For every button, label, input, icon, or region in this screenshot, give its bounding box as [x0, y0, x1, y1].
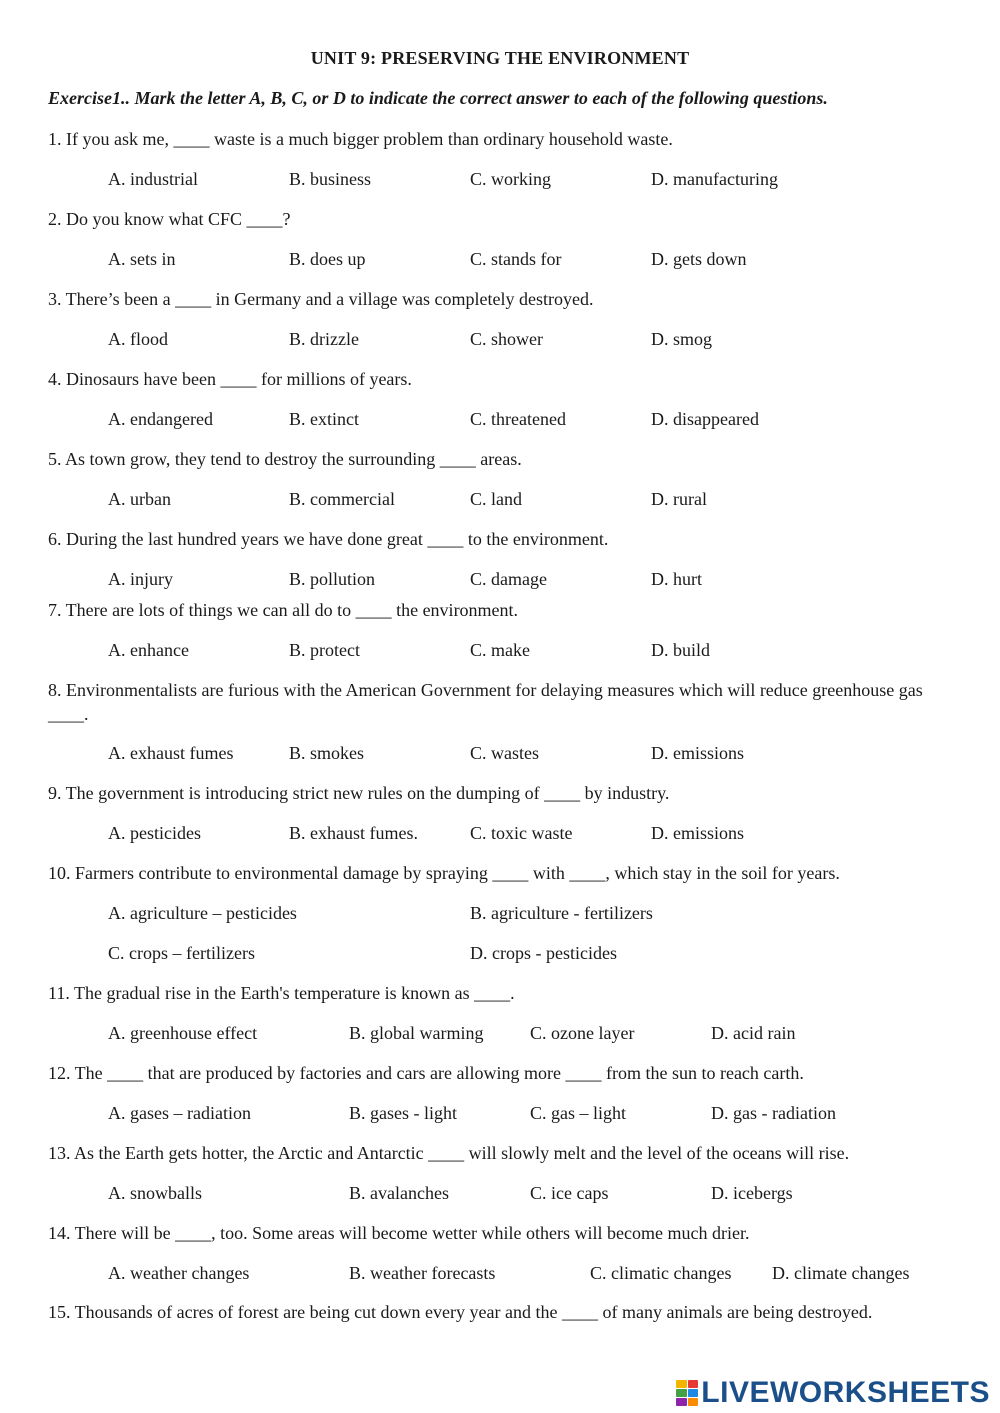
- option-b[interactable]: B. gases - light: [349, 1103, 457, 1123]
- option-c[interactable]: C. threatened: [470, 409, 566, 429]
- option-d[interactable]: D. emissions: [651, 823, 745, 843]
- question-text: 9. The government is introducing strict new rules on the dumping of ____ by industry.: [48, 783, 670, 803]
- option-c[interactable]: C. ice caps: [530, 1183, 609, 1203]
- question-text: 10. Farmers contribute to environmental damage by spraying ____ with ____, which stay in the soil for years.: [48, 863, 840, 883]
- question-text: 4. Dinosaurs have been ____ for millions of years.: [48, 369, 412, 389]
- logo-block: [676, 1398, 687, 1406]
- option-a[interactable]: A. urban: [108, 489, 171, 509]
- option-b[interactable]: B. extinct: [289, 409, 359, 429]
- option-c[interactable]: C. make: [470, 640, 530, 660]
- question-text: 15. Thousands of acres of forest are being cut down every year and the ____ of many animals are being destroyed.: [48, 1302, 873, 1322]
- question-text: 13. As the Earth gets hotter, the Arctic and Antarctic ____ will slowly melt and the level of the oceans will rise.: [48, 1143, 850, 1163]
- option-b[interactable]: B. pollution: [289, 569, 376, 589]
- option-c[interactable]: C. toxic waste: [470, 823, 573, 843]
- option-d[interactable]: D. gas - radiation: [711, 1103, 836, 1123]
- option-a[interactable]: A. greenhouse effect: [108, 1023, 258, 1043]
- option-a[interactable]: A. flood: [108, 329, 168, 349]
- option-d[interactable]: D. disappeared: [651, 409, 759, 429]
- option-b[interactable]: B. business: [289, 169, 372, 189]
- option-c[interactable]: C. stands for: [470, 249, 562, 269]
- option-d[interactable]: D. emissions: [651, 743, 745, 763]
- question-text: 6. During the last hundred years we have done great ____ to the environment.: [48, 529, 609, 549]
- option-a[interactable]: A. enhance: [108, 640, 189, 660]
- option-b[interactable]: B. protect: [289, 640, 360, 660]
- option-c[interactable]: C. ozone layer: [530, 1023, 635, 1043]
- question-text: 5. As town grow, they tend to destroy the surrounding ____ areas.: [48, 449, 522, 469]
- liveworksheets-logo: [676, 1375, 990, 1411]
- option-c[interactable]: C. damage: [470, 569, 547, 589]
- option-d[interactable]: D. icebergs: [711, 1183, 793, 1203]
- exercise-instruction: Exercise1.. Mark the letter A, B, C, or D to indicate the correct answer to each of the following questions.: [48, 88, 828, 108]
- option-b[interactable]: B. weather forecasts: [349, 1263, 496, 1283]
- question-text: 11. The gradual rise in the Earth's temperature is known as ____.: [48, 983, 515, 1003]
- logo-text: LIVEWORKSHEETS: [701, 1376, 990, 1409]
- logo-block: [688, 1380, 699, 1388]
- option-c[interactable]: C. gas – light: [530, 1103, 627, 1123]
- option-a[interactable]: A. industrial: [108, 169, 198, 189]
- logo-block: [688, 1398, 699, 1406]
- logo-blocks-icon: [676, 1380, 698, 1406]
- option-d[interactable]: D. build: [651, 640, 711, 660]
- question-text: 3. There’s been a ____ in Germany and a village was completely destroyed.: [48, 289, 594, 309]
- option-c[interactable]: C. shower: [470, 329, 543, 349]
- option-a[interactable]: A. pesticides: [108, 823, 201, 843]
- option-d[interactable]: D. acid rain: [711, 1023, 796, 1043]
- logo-block: [676, 1380, 687, 1388]
- option-c[interactable]: C. crops – fertilizers: [108, 943, 255, 963]
- option-d[interactable]: D. crops - pesticides: [470, 943, 617, 963]
- option-d[interactable]: D. smog: [651, 329, 713, 349]
- option-c[interactable]: C. climatic changes: [590, 1263, 732, 1283]
- option-c[interactable]: C. land: [470, 489, 522, 509]
- question-text: 2. Do you know what CFC ____?: [48, 209, 291, 229]
- question-text: 12. The ____ that are produced by factories and cars are allowing more ____ from the sun to reach carth.: [48, 1063, 804, 1083]
- option-b[interactable]: B. agriculture - fertilizers: [470, 903, 653, 923]
- option-a[interactable]: A. weather changes: [108, 1263, 250, 1283]
- option-a[interactable]: A. agriculture – pesticides: [108, 903, 297, 923]
- question-text: 14. There will be ____, too. Some areas will become wetter while others will become much drier.: [48, 1223, 750, 1243]
- option-d[interactable]: D. hurt: [651, 569, 702, 589]
- option-d[interactable]: D. manufacturing: [651, 169, 778, 189]
- option-b[interactable]: B. drizzle: [289, 329, 359, 349]
- option-d[interactable]: D. gets down: [651, 249, 747, 269]
- logo-block: [688, 1389, 699, 1397]
- option-c[interactable]: C. wastes: [470, 743, 539, 763]
- option-d[interactable]: D. climate changes: [772, 1263, 910, 1283]
- option-b[interactable]: B. smokes: [289, 743, 365, 763]
- option-b[interactable]: B. avalanches: [349, 1183, 449, 1203]
- page-title: UNIT 9: PRESERVING THE ENVIRONMENT: [310, 48, 690, 68]
- option-b[interactable]: B. commercial: [289, 489, 395, 509]
- option-a[interactable]: A. snowballs: [108, 1183, 202, 1203]
- question-text: 7. There are lots of things we can all do to ____ the environment.: [48, 600, 519, 620]
- question-text: 1. If you ask me, ____ waste is a much bigger problem than ordinary household waste.: [48, 129, 673, 149]
- option-b[interactable]: B. exhaust fumes.: [289, 823, 418, 843]
- logo-block: [676, 1389, 687, 1397]
- option-a[interactable]: A. sets in: [108, 249, 176, 269]
- option-b[interactable]: B. global warming: [349, 1023, 484, 1043]
- option-a[interactable]: A. exhaust fumes: [108, 743, 234, 763]
- option-c[interactable]: C. working: [470, 169, 551, 189]
- option-a[interactable]: A. endangered: [108, 409, 213, 429]
- question-text: 8. Environmentalists are furious with the American Government for delaying measures which will reduce greenhouse gas ____.: [48, 680, 923, 724]
- option-a[interactable]: A. injury: [108, 569, 173, 589]
- option-b[interactable]: B. does up: [289, 249, 366, 269]
- option-d[interactable]: D. rural: [651, 489, 707, 509]
- option-a[interactable]: A. gases – radiation: [108, 1103, 251, 1123]
